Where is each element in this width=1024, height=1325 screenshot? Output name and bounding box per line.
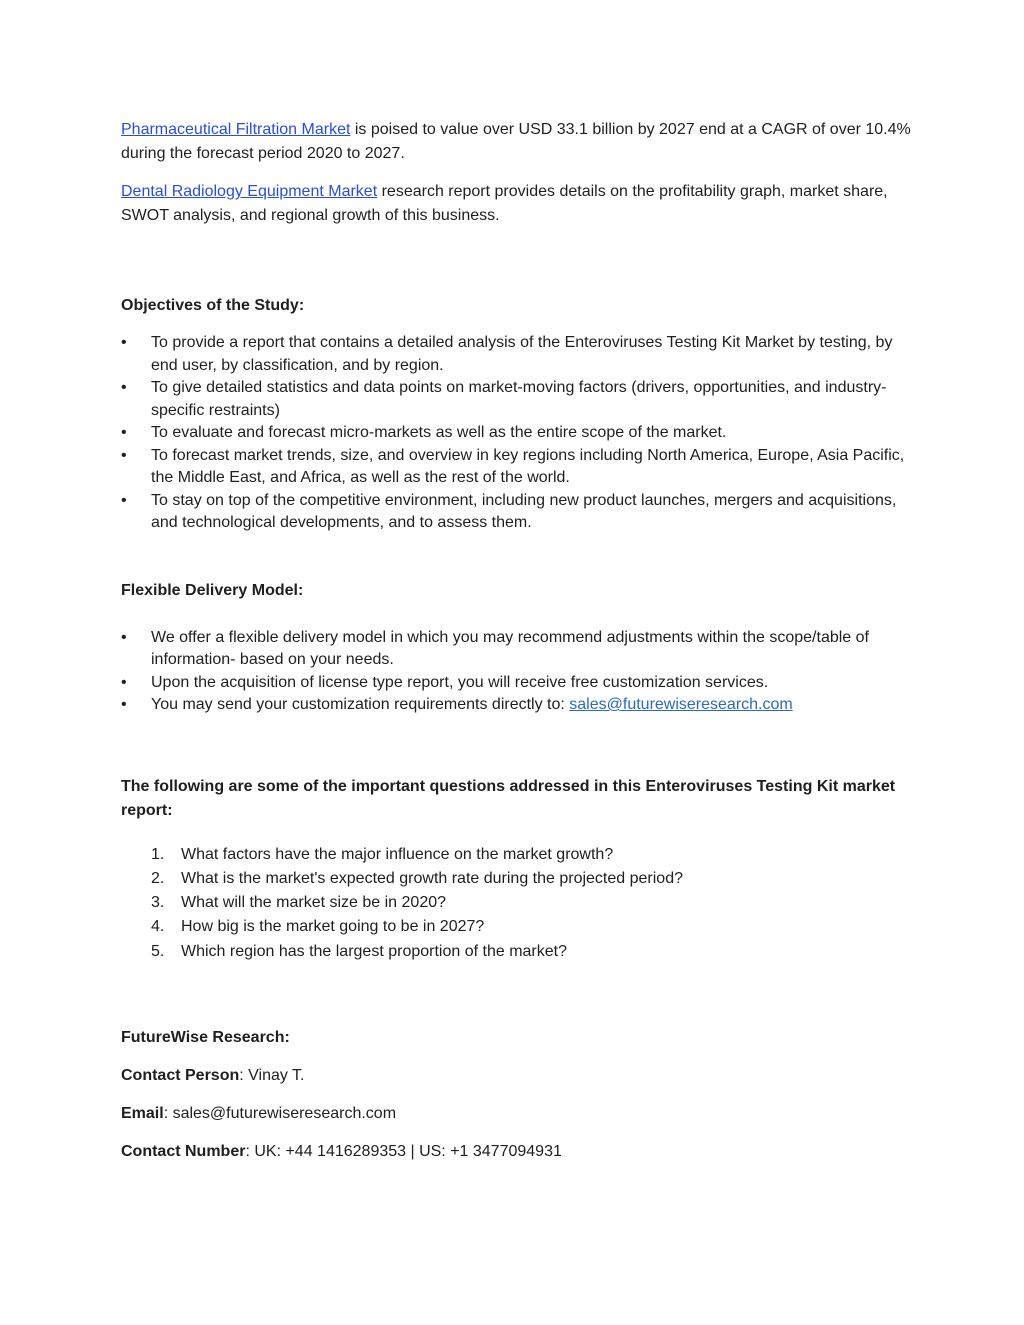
list-item: • To evaluate and forecast micro-markets as well as the entire scope of the market.: [121, 422, 911, 445]
list-item: 3. What will the market size be in 2020?: [121, 891, 911, 915]
contact-person: [121, 1064, 911, 1088]
bullet-icon: •: [121, 673, 127, 691]
bullet-icon: •: [121, 491, 127, 509]
contact-number-label: Contact Number: [121, 1142, 246, 1160]
intro-paragraph-2-text: research report provides details on the profitability graph, market share, SWOT analysis, and regional growth of this business.: [121, 183, 888, 224]
company-name: FutureWise Research:: [121, 1028, 290, 1046]
sales-email-link[interactable]: sales@futurewiseresearch.com: [569, 696, 793, 713]
bullet-icon: •: [121, 379, 127, 396]
delivery-list: [121, 627, 911, 717]
list-item: 5. Which region has the largest proportion of the market?: [121, 940, 911, 964]
intro-paragraph-1: [121, 118, 911, 166]
list-item: • To provide a report that contains a detailed analysis of the Enteroviruses Testing Kit Market by testing, by end user, by classification, and by region.: [121, 334, 893, 374]
list-item: 1. What factors have the major influence on the market growth?: [121, 843, 911, 867]
contact-email-label: Email: [121, 1104, 164, 1122]
questions-list: [121, 843, 911, 964]
contact-person-label: Contact Person: [121, 1066, 240, 1084]
intro-paragraph-1-text: is poised to value over USD 33.1 billion by 2027 end at a CAGR of over 10.4% during the forecast period 2020 to 2027.: [121, 121, 911, 162]
list-number: 5.: [151, 942, 165, 960]
contact-email: [121, 1102, 911, 1126]
objectives-heading: Objectives of the Study:: [121, 297, 305, 314]
bullet-icon: •: [121, 696, 127, 713]
bullet-icon: •: [121, 446, 127, 464]
objectives-list: [121, 332, 911, 535]
list-number: 2.: [151, 869, 165, 887]
list-number: 4.: [151, 918, 165, 936]
intro-paragraph-2: [121, 180, 911, 228]
pharmaceutical-filtration-link[interactable]: Pharmaceutical Filtration Market: [121, 121, 351, 138]
contact-email-value: : sales@futurewiseresearch.com: [163, 1104, 397, 1122]
list-item: • We offer a flexible delivery model in which you may recommend adjustments within the scope/table of information- based on your needs.: [121, 628, 869, 668]
bullet-icon: •: [121, 334, 127, 351]
contact-number-value: : UK: +44 1416289353 | US: +1 3477094931: [245, 1142, 562, 1160]
delivery-heading: Flexible Delivery Model:: [121, 581, 304, 599]
list-number: 1.: [151, 845, 165, 863]
list-item: • To give detailed statistics and data points on market-moving factors (drivers, opportunities, and industry-specific restraints): [121, 379, 887, 419]
document-page: [121, 118, 911, 1178]
questions-heading: The following are some of the important questions addressed in this Enteroviruses Testing Kit market report:: [121, 777, 896, 819]
list-item: 2. What is the market's expected growth rate during the projected period?: [121, 867, 911, 891]
list-item: • You may send your customization requirements directly to: sales@futurewiseresearch.com: [121, 694, 911, 717]
bullet-icon: •: [121, 628, 127, 646]
list-item: • To forecast market trends, size, and overview in key regions including North America, Europe, Asia Pacific, the Middle East, and Africa, as well as the rest of the world.: [121, 446, 905, 486]
contact-person-value: : Vinay T.: [239, 1066, 305, 1084]
dental-radiology-link[interactable]: Dental Radiology Equipment Market: [121, 183, 378, 200]
list-item: • To stay on top of the competitive environment, including new product launches, mergers and acquisitions, and technological developments, and to assess them.: [121, 491, 897, 531]
list-item: 4. How big is the market going to be in 2027?: [121, 915, 911, 939]
contact-number: [121, 1140, 911, 1164]
list-item: • Upon the acquisition of license type report, you will receive free customization services.: [121, 672, 911, 695]
list-number: 3.: [151, 894, 165, 912]
bullet-icon: •: [121, 424, 127, 441]
